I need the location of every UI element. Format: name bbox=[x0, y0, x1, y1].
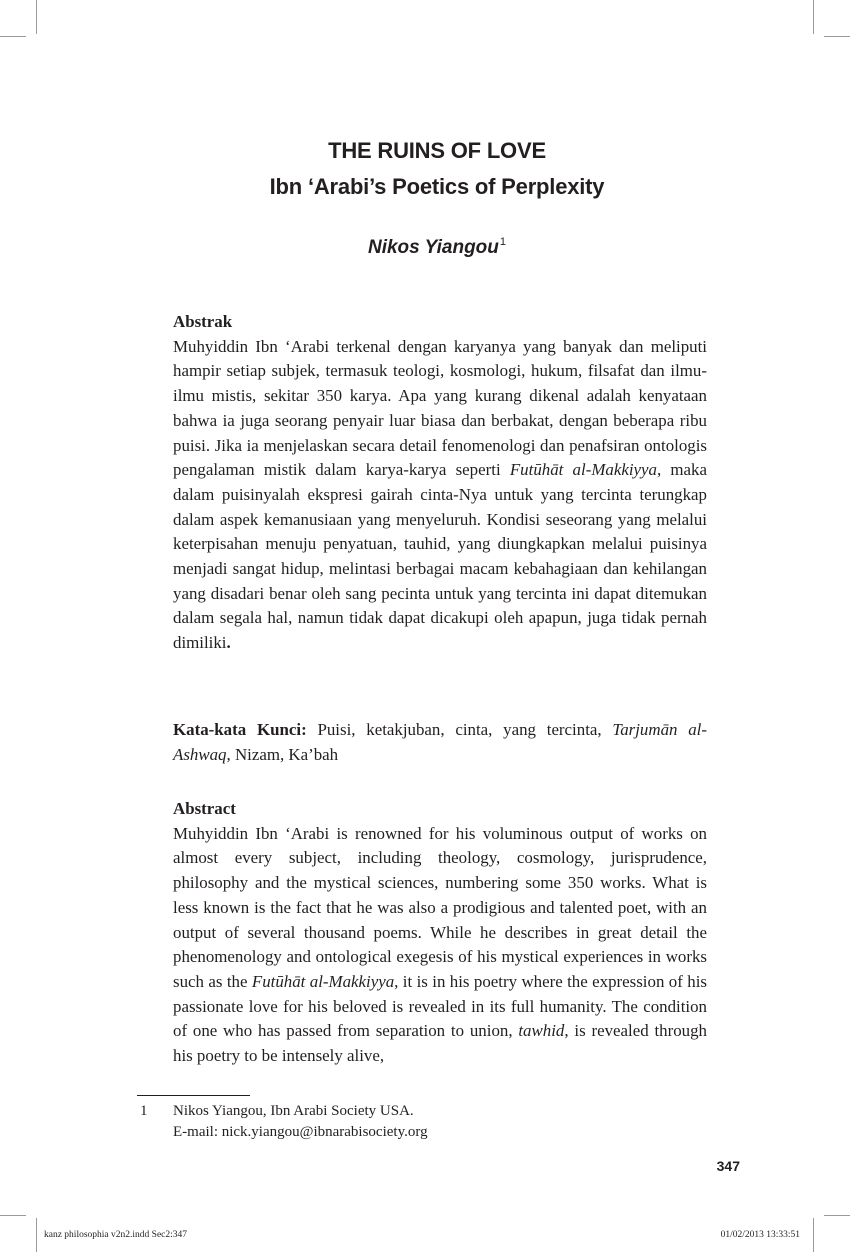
article-title: THE RUINS OF LOVE bbox=[328, 138, 546, 163]
abstract-heading: Abstract bbox=[173, 799, 236, 818]
crop-mark bbox=[36, 1218, 37, 1252]
crop-mark bbox=[36, 0, 37, 34]
crop-mark bbox=[824, 36, 850, 37]
article-subtitle: Ibn ‘Arabi’s Poetics of Perplexity bbox=[269, 174, 605, 199]
abstract-text-part: Muhyiddin Ibn ‘Arabi is renowned for his voluminous output of works on almost every subject, including theology, cosmology, jurisprudence, philosophy and the mystical sciences, numbering some 350 works. What is less known is the fact that he was also a prodigious and talented poet, with an output of several thousand poems. While he describes in great detail the phenomenology and ontological exegesis of his mystical experiences in works such as the bbox=[173, 823, 707, 991]
author-footnote-marker: 1 bbox=[499, 236, 507, 248]
footnote-text bbox=[173, 1101, 693, 1143]
crop-mark bbox=[813, 0, 814, 34]
abstrak-heading: Abstrak bbox=[173, 312, 233, 331]
abstrak-section bbox=[173, 310, 707, 656]
keywords-label: Kata-kata Kunci bbox=[173, 720, 302, 739]
abstract-section bbox=[173, 797, 707, 1069]
crop-mark bbox=[824, 1215, 850, 1216]
abstrak-text bbox=[173, 335, 707, 656]
crop-mark bbox=[0, 1215, 26, 1216]
abstrak-text-part: , maka dalam puisinyalah ekspresi gairah cinta-Nya untuk yang tercinta terungkap dalam aspek kemanusiaan yang menyeluruh. Kondisi seseorang yang melalui keterpisahan menuju penyatuan, tauhid, yang diungkapkan melalui puisinya menjadi sangat hidup, melintasi berbagai macam kebahagiaan dan kehilangan yang disadari benar oleh sang pecinta untuk yang tercinta ini dapat ditemukan dalam segala hal, namun tidak dapat dicakupi oleh apapun, juga tidak pernah dimiliki bbox=[173, 460, 707, 653]
print-slug-file: kanz philosophia v2n2.indd Sec2:347 bbox=[44, 1230, 188, 1240]
author-name-text: Nikos Yiangou bbox=[367, 237, 499, 258]
abstrak-end-mark: . bbox=[226, 633, 231, 653]
crop-mark bbox=[813, 1218, 814, 1252]
author-name bbox=[0, 228, 850, 262]
footnote-number: 1 bbox=[140, 1103, 148, 1119]
abstract-italic: Futūhāt al-Makkiyya bbox=[251, 971, 395, 991]
keywords-part: , Nizam, Ka’bah bbox=[226, 744, 339, 764]
page-number: 347 bbox=[716, 1158, 740, 1174]
abstract-text bbox=[173, 822, 707, 1069]
keywords-italic: Tarjumān al-Ashwaq bbox=[173, 720, 707, 764]
abstract-text-part: , it is in his poetry where the expression of his passionate love for his beloved is revealed in its full humanity. The condition of one who has passed from separation to union, bbox=[173, 971, 707, 1041]
abstrak-italic: Futūhāt al-Makkiyya bbox=[509, 460, 657, 480]
crop-mark bbox=[0, 36, 26, 37]
footnote-email: E-mail: nick.yiangou@ibnarabisociety.org bbox=[173, 1124, 428, 1140]
print-slug-timestamp: 01/02/2013 13:33:51 bbox=[720, 1230, 800, 1240]
keywords-text bbox=[173, 718, 707, 767]
footnote-affiliation: Nikos Yiangou, Ibn Arabi Society USA. bbox=[173, 1103, 414, 1119]
keywords-colon: : bbox=[301, 720, 307, 739]
footnote-rule bbox=[137, 1095, 250, 1096]
abstract-italic: tawhid bbox=[518, 1021, 565, 1041]
abstrak-text-part: Muhyiddin Ibn ‘Arabi terkenal dengan karyanya yang banyak dan meliputi hampir setiap subjek, termasuk teologi, kosmologi, hukum, filsafat dan ilmu-ilmu mistis, sekitar 350 karya. Apa yang kurang dikenal adalah kenyataan bahwa ia juga seorang penyair luar biasa dan berbakat, dengan beberapa ribu puisi. Jika ia menjelaskan secara detail fenomenologi dan penafsiran ontologis pengalaman mistik dalam karya-karya seperti bbox=[173, 336, 707, 480]
abstract-text-part: , is revealed through his poetry to be intensely alive, bbox=[173, 1021, 707, 1066]
keywords-part: Puisi, ketakjuban, cinta, yang tercinta, bbox=[306, 720, 613, 739]
keywords-section bbox=[173, 718, 707, 767]
